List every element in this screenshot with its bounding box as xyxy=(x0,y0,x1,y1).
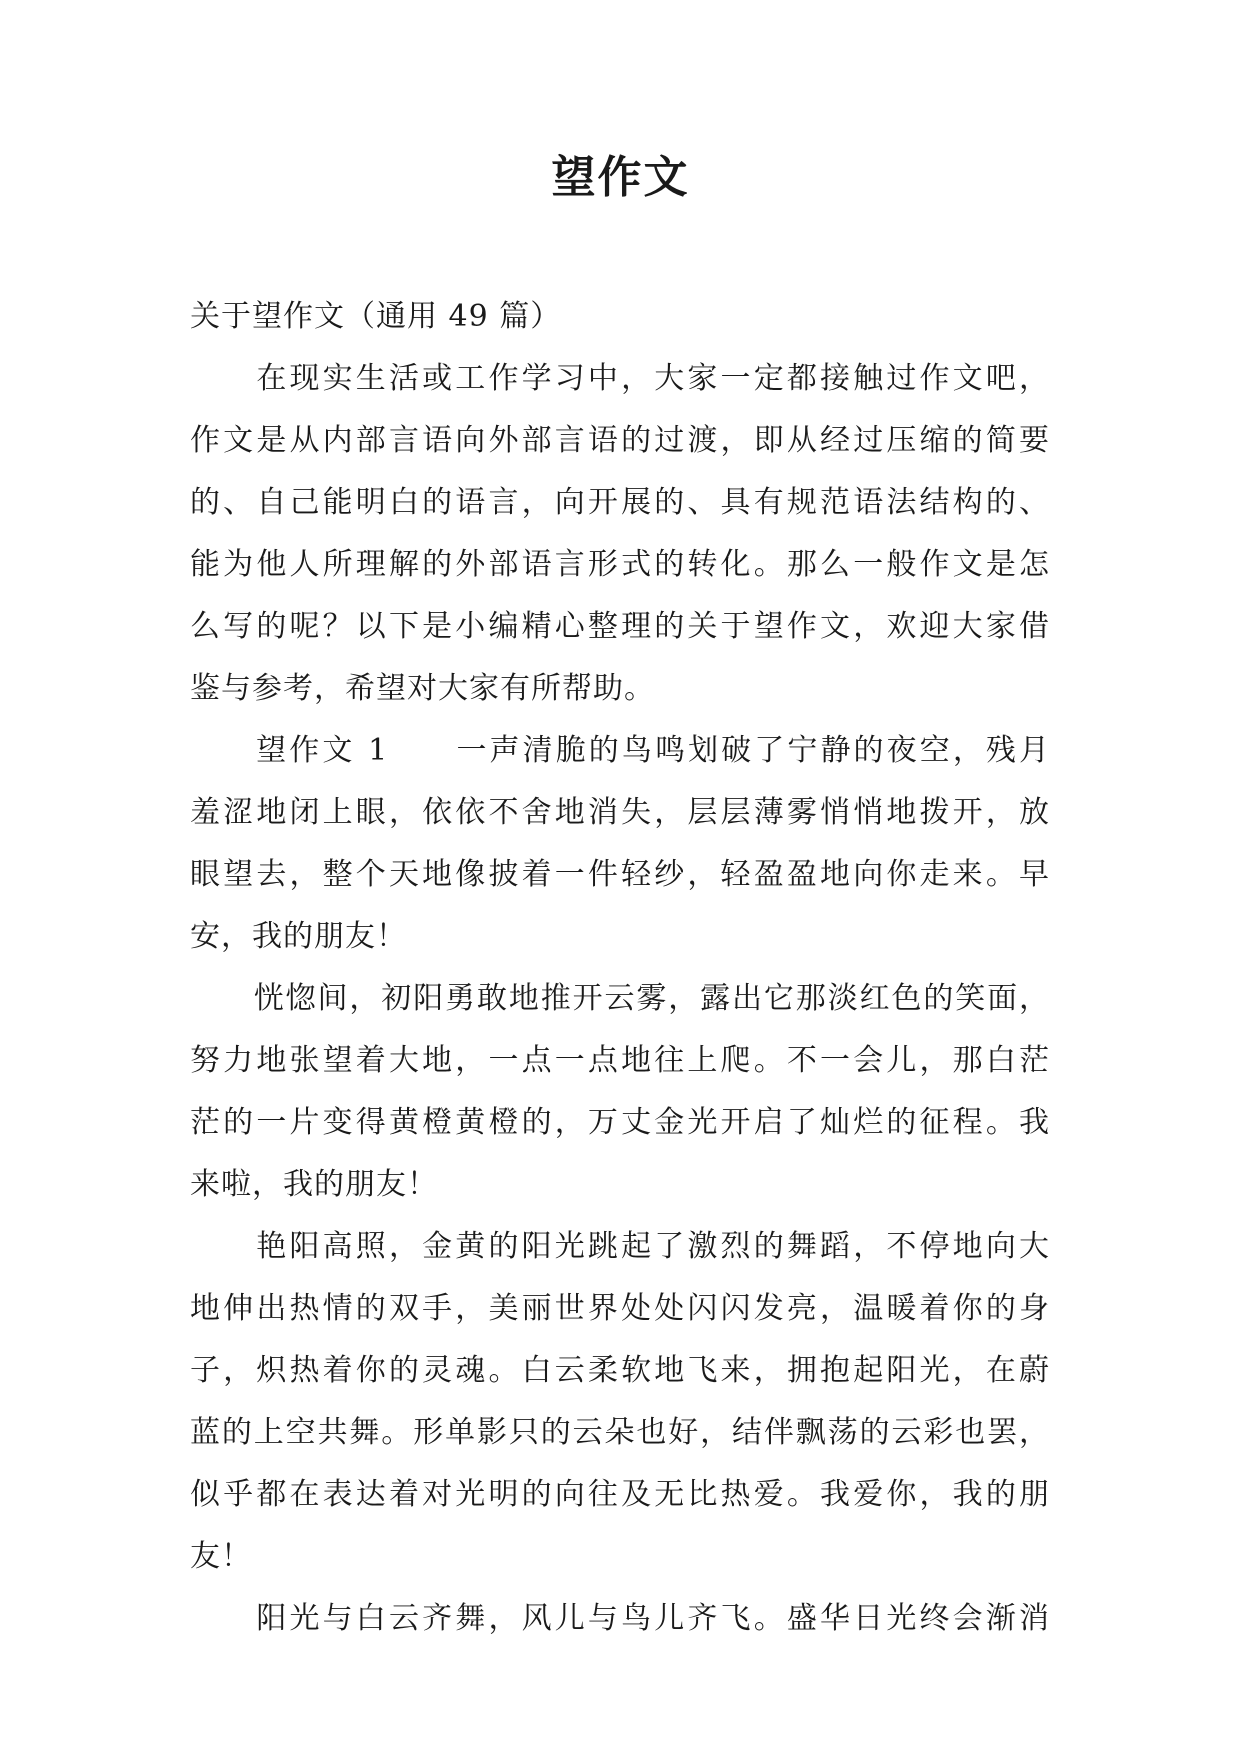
text-line: 鉴与参考，希望对大家有所帮助。 xyxy=(190,671,655,706)
text-line: 能为他人所理解的外部语言形式的转化。那么一般作文是怎 xyxy=(190,547,1050,582)
document-title: 望作文 xyxy=(551,152,690,203)
text-line: 地伸出热情的双手，美丽世界处处闪闪发亮，温暖着你的身 xyxy=(190,1291,1050,1326)
text-line: 么写的呢？以下是小编精心整理的关于望作文，欢迎大家借 xyxy=(190,609,1050,644)
document-body xyxy=(190,286,1050,1650)
subtitle-line: 关于望作文（通用 49 篇） xyxy=(190,299,562,334)
text-line: 蓝的上空共舞。形单影只的云朵也好，结伴飘荡的云彩也罢， xyxy=(190,1415,1050,1450)
text-line: 似乎都在表达着对光明的向往及无比热爱。我爱你，我的朋 xyxy=(190,1477,1050,1512)
text-line: 安，我的朋友！ xyxy=(190,919,407,954)
text-line: 在现实生活或工作学习中，大家一定都接触过作文吧， xyxy=(190,361,1050,396)
text-line: 羞涩地闭上眼，依依不舍地消失，层层薄雾悄悄地拨开，放 xyxy=(190,795,1050,830)
text-line: 努力地张望着大地，一点一点地往上爬。不一会儿，那白茫 xyxy=(190,1043,1050,1078)
text-line: 阳光与白云齐舞，风儿与鸟儿齐飞。盛华日光终会渐消 xyxy=(190,1601,1050,1636)
text-line: 望作文 1 一声清脆的鸟鸣划破了宁静的夜空，残月 xyxy=(190,733,1050,768)
text-line: 眼望去，整个天地像披着一件轻纱，轻盈盈地向你走来。早 xyxy=(190,857,1050,892)
text-line: 子，炽热着你的灵魂。白云柔软地飞来，拥抱起阳光，在蔚 xyxy=(190,1353,1050,1388)
text-line: 茫的一片变得黄橙黄橙的，万丈金光开启了灿烂的征程。我 xyxy=(190,1105,1050,1140)
text-line: 艳阳高照，金黄的阳光跳起了激烈的舞蹈，不停地向大 xyxy=(190,1229,1050,1264)
text-line: 的、自己能明白的语言，向开展的、具有规范语法结构的、 xyxy=(190,485,1050,520)
text-line: 友！ xyxy=(190,1539,252,1574)
text-line: 恍惚间，初阳勇敢地推开云雾，露出它那淡红色的笑面， xyxy=(190,981,1050,1016)
text-line: 来啦，我的朋友！ xyxy=(190,1167,438,1202)
text-line: 作文是从内部言语向外部言语的过渡，即从经过压缩的简要 xyxy=(190,423,1050,458)
